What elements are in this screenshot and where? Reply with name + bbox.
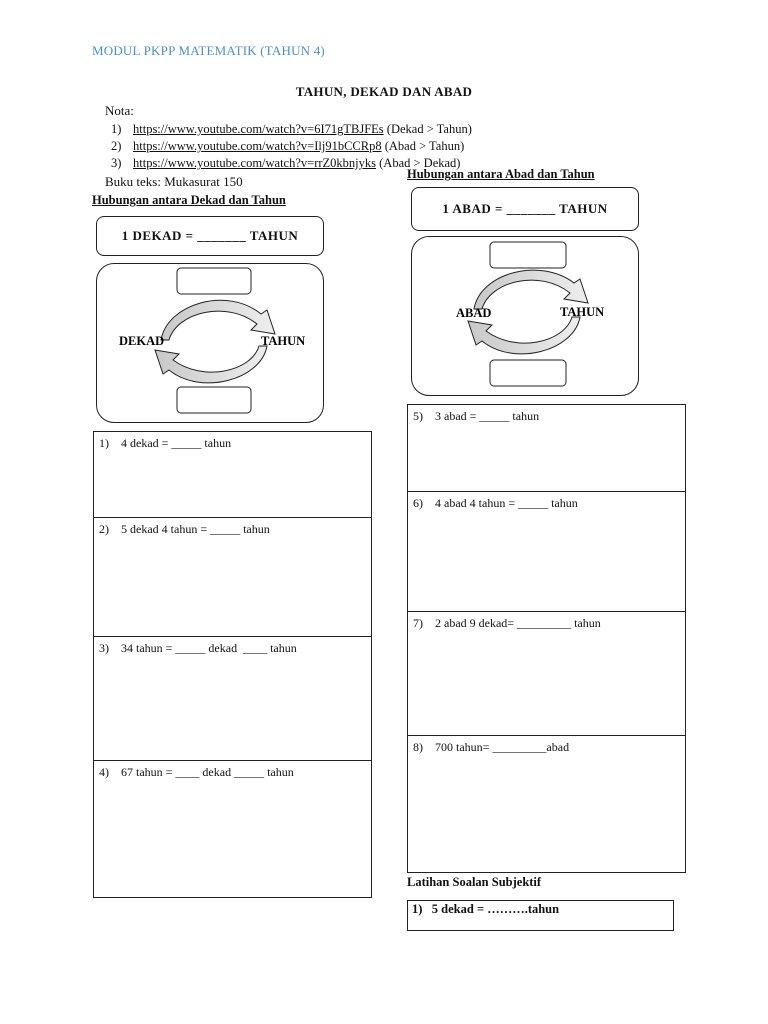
blank-box-bottom [490, 360, 566, 386]
arrow-right-icon [474, 270, 588, 309]
question-text: 1) 4 dekad = _____ tahun [99, 436, 232, 450]
arrow-left-icon [155, 346, 267, 383]
question-text: 4) 67 tahun = ____ dekad _____ tahun [99, 765, 294, 779]
question-text: 8) 700 tahun= _________abad [413, 740, 570, 754]
note-desc: (Abad > Tahun) [384, 139, 465, 153]
cycle-arrows-graphic [412, 237, 638, 395]
arrow-right-icon [161, 300, 275, 340]
question-box[interactable] [407, 611, 686, 735]
question-column-left [93, 431, 372, 898]
question-box[interactable] [93, 431, 372, 517]
blank-box-top [490, 242, 566, 268]
formula-text: 1 ABAD = _______ TAHUN [442, 201, 608, 216]
section-title-abad-tahun: Hubungan antara Abad dan Tahun [407, 167, 595, 181]
video-link[interactable]: https://www.youtube.com/watch?v=Ilj91bCCRp8 [133, 139, 382, 153]
diagram-label-abad: ABAD [456, 306, 492, 320]
question-box[interactable] [93, 760, 372, 898]
formula-box-abad [411, 187, 639, 231]
cycle-diagram-abad [411, 236, 639, 396]
question-text: 7) 2 abad 9 dekad= _________ tahun [413, 616, 601, 630]
video-link[interactable]: https://www.youtube.com/watch?v=6I71gTBJFEs [133, 122, 384, 136]
formula-text: 1 DEKAD = _______ TAHUN [121, 228, 299, 243]
formula-box-dekad [96, 216, 324, 256]
question-column-right [407, 404, 686, 873]
module-header: MODUL PKPP MATEMATIK (TAHUN 4) [92, 43, 325, 58]
note-item-2 [111, 139, 464, 154]
note-item-1 [111, 122, 472, 137]
page-title: TAHUN, DEKAD DAN ABAD [295, 84, 473, 99]
question-text: 3) 34 tahun = _____ dekad ____ tahun [99, 641, 297, 655]
cycle-arrows-graphic [97, 264, 323, 422]
note-desc: (Dekad > Tahun) [386, 122, 472, 136]
subjective-question-text: 1) 5 dekad = ……….tahun [412, 902, 560, 916]
textbook-reference: Buku teks: Mukasurat 150 [105, 174, 243, 189]
question-box[interactable] [407, 404, 686, 491]
diagram-label-dekad: DEKAD [119, 334, 165, 348]
note-number: 2) [111, 139, 122, 153]
note-desc: (Abad > Dekad) [379, 156, 461, 170]
note-number: 1) [111, 122, 122, 136]
note-number: 3) [111, 156, 122, 170]
diagram-label-tahun: TAHUN [560, 305, 605, 319]
question-box[interactable] [407, 491, 686, 611]
question-box[interactable] [407, 735, 686, 873]
diagram-label-tahun: TAHUN [261, 334, 306, 348]
question-text: 2) 5 dekad 4 tahun = _____ tahun [99, 522, 270, 536]
section-title-dekad-tahun: Hubungan antara Dekad dan Tahun [92, 193, 286, 207]
video-link[interactable]: https://www.youtube.com/watch?v=rrZ0kbnjyks [133, 156, 377, 170]
subjective-question-box[interactable] [407, 900, 674, 931]
blank-box-top [177, 268, 251, 294]
nota-label: Nota: [105, 103, 134, 118]
blank-box-bottom [177, 387, 251, 413]
question-text: 5) 3 abad = _____ tahun [413, 409, 540, 423]
subjective-section-title: Latihan Soalan Subjektif [407, 875, 542, 889]
cycle-diagram-dekad [96, 263, 324, 423]
question-box[interactable] [93, 517, 372, 636]
arrow-left-icon [468, 317, 580, 354]
question-text: 6) 4 abad 4 tahun = _____ tahun [413, 496, 578, 510]
question-box[interactable] [93, 636, 372, 760]
